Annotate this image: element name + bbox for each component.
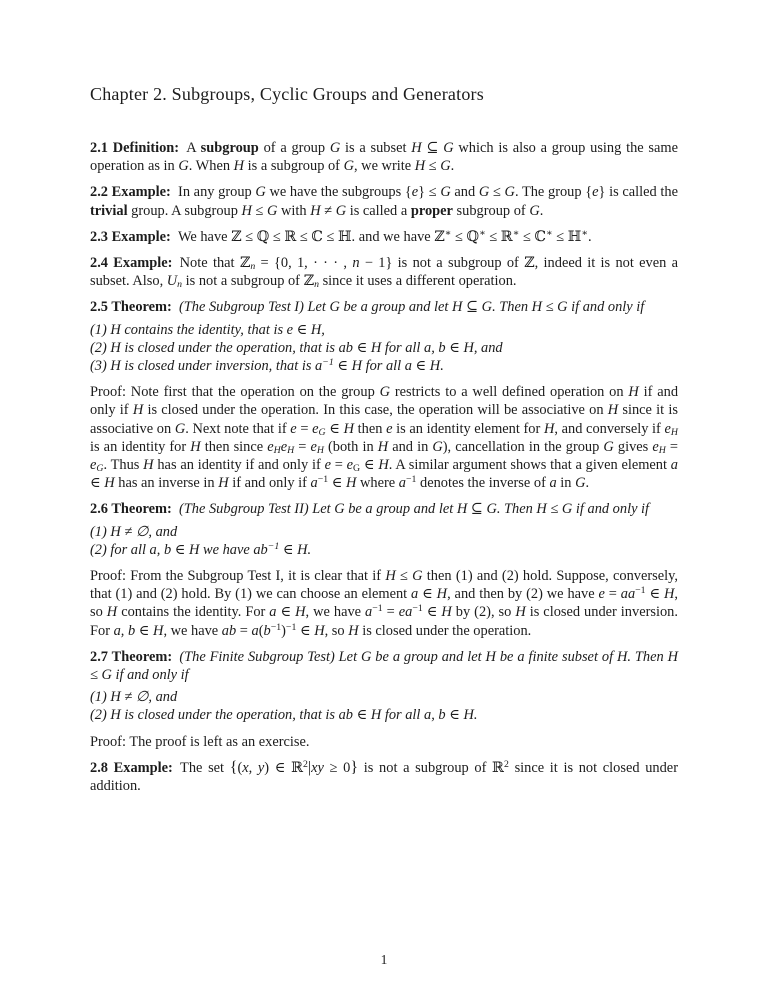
bold-text: 2.8 Example: <box>90 759 173 776</box>
math-text: (2) H is closed under the operation, that is ab ∈ H for all a, b ∈ H. <box>90 707 478 724</box>
condition-line <box>90 321 678 339</box>
math-text: H <box>316 444 324 456</box>
math-text: G <box>478 184 490 201</box>
math-text: e <box>592 184 599 201</box>
math-text: G <box>504 184 515 201</box>
math-text: H <box>241 202 252 219</box>
chapter-title: Chapter 2. Subgroups, Cyclic Groups and Generators <box>90 84 484 104</box>
bold-text: 2.6 Theorem: <box>90 501 172 518</box>
math-text: G <box>440 158 451 175</box>
math-text: −1 <box>270 621 282 633</box>
math-text: G <box>440 184 451 201</box>
math-text: (2) for all a, b ∈ H we have ab <box>90 541 268 558</box>
list-2-7-conditions <box>90 688 678 724</box>
math-text: G <box>96 463 104 474</box>
math-text: H <box>628 384 639 401</box>
math-text: G <box>379 384 390 401</box>
math-text: H <box>670 426 678 438</box>
math-text: H <box>607 402 619 419</box>
math-text: H <box>414 158 426 175</box>
math-text: G <box>353 463 361 474</box>
math-text: ∈ H for all a ∈ H. <box>333 358 444 375</box>
bold-text: } <box>350 758 359 776</box>
math-text: ∗ <box>479 227 486 239</box>
list-2-5-conditions <box>90 321 678 376</box>
math-text: G <box>443 140 454 156</box>
bold-text: 2.4 Example: <box>90 255 173 272</box>
math-text: H <box>377 438 389 455</box>
math-text: aa <box>620 586 636 603</box>
math-text: G <box>329 140 341 156</box>
math-text: H <box>190 438 201 455</box>
math-text: n <box>177 279 183 291</box>
math-text: 2 <box>303 759 308 770</box>
math-text: (2) H is closed under the operation, that is ab ∈ H for all a, b ∈ H, and <box>90 339 503 356</box>
list-2-6-conditions <box>90 523 678 559</box>
math-text: a, b <box>113 622 136 639</box>
math-text: H <box>658 444 666 456</box>
math-text: (1) H contains the identity, that is e ∈ H, <box>90 321 325 338</box>
math-text: −1 <box>635 585 646 597</box>
para-2-3-example: 2.3 Example: We have ℤ ≤ ℚ ≤ ℝ ≤ ℂ ≤ ℍ. and we have ℤ∗ ≤ ℚ∗ ≤ ℝ∗ ≤ ℂ∗ ≤ ℍ∗. <box>90 227 592 245</box>
math-text: ∈ H. <box>279 541 312 558</box>
math-text: a <box>670 457 678 474</box>
math-text: G <box>267 202 278 219</box>
math-text: H <box>106 604 118 621</box>
math-text: G <box>318 426 326 438</box>
math-text: e <box>290 420 297 437</box>
math-text: G <box>178 158 189 175</box>
math-text: e <box>386 420 393 437</box>
math-text: e <box>90 457 97 474</box>
math-text: H <box>314 622 325 639</box>
math-text: (3) H is closed under inversion, that is a <box>90 358 323 375</box>
math-text: n <box>314 279 319 291</box>
condition-line <box>90 357 678 375</box>
math-text: x, y <box>242 759 265 776</box>
math-text: G <box>174 420 186 437</box>
math-text: −1 <box>405 474 417 486</box>
math-text: a <box>398 475 406 492</box>
math-text: −1 <box>267 540 280 552</box>
bold-text: 2.3 Example: <box>90 228 171 245</box>
math-text: H <box>348 622 359 639</box>
condition-line <box>90 339 678 357</box>
math-text: H <box>287 444 295 456</box>
math-text: H <box>664 586 675 603</box>
math-text: b <box>263 622 271 639</box>
math-text: e <box>411 184 419 201</box>
math-text: a <box>411 586 419 603</box>
math-text: n <box>250 260 256 272</box>
para-2-1-definition: 2.1 Definition: A subgroup of a group G is a subset H ⊆ G which is also a group using the same operation as in G. When H is a subgroup of G, we write H ≤ G. <box>90 140 678 175</box>
math-text: H <box>441 604 452 621</box>
math-text: H <box>310 202 321 219</box>
math-text: H <box>343 420 354 437</box>
math-text: (The Subgroup Test I) Let G be a group and let H ⊆ G. Then H ≤ G if and only if <box>179 299 645 316</box>
math-text: G <box>603 438 614 455</box>
math-text: e <box>346 457 354 474</box>
math-text: ∗ <box>512 227 520 239</box>
para-2-4-example: 2.4 Example: Note that ℤn = {0, 1, · · · , n − 1} is not a subgroup of ℤ, indeed it is not even a subset. Also, Un is not a subgroup of ℤn since it uses a different operation. <box>90 255 678 291</box>
math-text: H <box>143 457 154 474</box>
math-text: −1 <box>317 474 329 486</box>
math-text: 2 <box>504 759 509 770</box>
para-2-7-proof: Proof: The proof is left as an exercise. <box>90 733 310 750</box>
condition-line <box>90 523 678 541</box>
math-text: a <box>365 604 373 621</box>
math-text: G <box>432 438 443 455</box>
bold-text: | <box>307 758 312 776</box>
math-text: (1) H ≠ ∅, and <box>90 689 178 706</box>
math-text: G <box>412 568 423 585</box>
bold-text: subgroup <box>200 140 259 156</box>
math-text: e <box>598 586 605 603</box>
math-text: e <box>280 438 288 455</box>
bold-text: 2.7 Theorem: <box>90 648 173 665</box>
math-text: H <box>132 402 144 419</box>
para-2-7-theorem <box>90 648 678 684</box>
math-text: H <box>411 140 422 156</box>
math-text: xy <box>311 759 324 776</box>
math-text: ∗ <box>545 227 553 239</box>
math-text: e <box>312 420 319 437</box>
math-text: H <box>515 604 526 621</box>
math-text: a <box>269 604 277 621</box>
para-2-5-proof: Proof: Note first that the operation on the group G restricts to a well defined operation on H if and only if H is closed under the operation. In this case, the operation will be associative on H since it is associative on G. Next note that if e = eG ∈ H then e is an identity element for H, and conversely if eH is an identity for H then since eHeH = eH (both in H and in G), cancellation in the group G gives eH = eG. Thus H has an identity if and only if e = eG ∈ H. A similar argument shows that a given element a ∈ H has an inverse in H if and only if $a^{-1}$ ∈ H where $a^{-1}$ denotes the inverse of a in G. <box>90 384 679 492</box>
math-text: G <box>575 475 586 492</box>
para-2-2-example: 2.2 Example: In any group G we have the subgroups {e} ≤ G and G ≤ G. The group {e} is called the trivial group. A subgroup H ≤ G with H ≠ G is called a proper subgroup of G. <box>90 184 679 219</box>
math-text: H <box>273 444 281 456</box>
math-text: U <box>166 273 178 290</box>
condition-line <box>90 706 678 724</box>
math-text: ea <box>398 604 413 621</box>
math-text: H <box>104 475 115 492</box>
math-text: n <box>352 255 360 272</box>
math-text: H <box>218 475 229 492</box>
math-text: e <box>267 438 274 455</box>
math-text: (1) H ≠ ∅, and <box>90 523 178 540</box>
math-text: −1 <box>372 603 383 615</box>
math-text: H <box>346 475 357 492</box>
math-text: (The Finite Subgroup Test) Let G be a group and let H be a finite subset of H. Then H ≤ G if and only if <box>90 648 678 684</box>
math-text: (The Subgroup Test II) Let G be a group and let H ⊆ G. Then H ≤ G if and only if <box>179 501 650 518</box>
math-text: H <box>153 622 164 639</box>
para-2-8-example: 2.8 Example: The set {(x, y) ∈ ℝ$^2$|xy ≥ 0} is not a subgroup of ℝ$^2$ since it is not closed under addition. <box>90 758 678 795</box>
para-2-6-theorem <box>90 500 678 518</box>
math-text: a <box>549 475 557 492</box>
condition-line <box>90 541 678 559</box>
math-text: H <box>436 586 448 603</box>
math-text: H <box>378 457 389 474</box>
math-text: e <box>310 438 317 455</box>
math-text: ∗ <box>444 227 452 239</box>
math-text: −1 <box>412 603 423 615</box>
math-text: −1 <box>285 621 297 633</box>
bold-text: proper <box>410 202 453 219</box>
bold-text: 2.1 Definition: <box>90 140 180 156</box>
bold-text: 2.5 Theorem: <box>90 299 172 316</box>
page-number: 1 <box>380 952 388 967</box>
math-text: −1 <box>322 357 334 369</box>
bold-text: { <box>229 758 238 776</box>
document-content <box>90 139 678 795</box>
bold-text: trivial <box>90 202 128 219</box>
condition-line <box>90 688 678 706</box>
math-text: G <box>335 202 347 219</box>
math-text: ∗ <box>581 227 588 239</box>
math-text: H <box>385 568 396 585</box>
para-2-5-theorem <box>90 298 678 316</box>
math-text: ab <box>221 622 237 639</box>
math-text: G <box>255 184 266 201</box>
math-text: e <box>324 457 331 474</box>
math-text: e <box>664 420 671 437</box>
para-2-6-proof: Proof: From the Subgroup Test I, it is clear that if H ≤ G then (1) and (2) hold. Suppose, conversely, that (1) and (2) hold. By (1) we can choose an element a ∈ H, and then by (2) we have $e = aa^{-1}$ ∈ H, so H contains the identity. For a ∈ H, we have $a^{-1} = ea^{-1}$ ∈ H by (2), so H is closed under inversion. For a, b ∈ H, we have ab = $a(b^{-1})^{-1}$ ∈ H, so H is closed under the operation. <box>90 568 679 639</box>
bold-text: 2.2 Example: <box>90 184 171 201</box>
math-text: a <box>310 475 318 492</box>
math-text: H <box>295 604 306 621</box>
math-text: G <box>343 158 354 175</box>
math-text: a <box>251 622 259 639</box>
math-text: H <box>233 158 245 175</box>
math-text: H <box>543 420 555 437</box>
math-text: e <box>652 438 659 455</box>
math-text: G <box>529 202 540 219</box>
